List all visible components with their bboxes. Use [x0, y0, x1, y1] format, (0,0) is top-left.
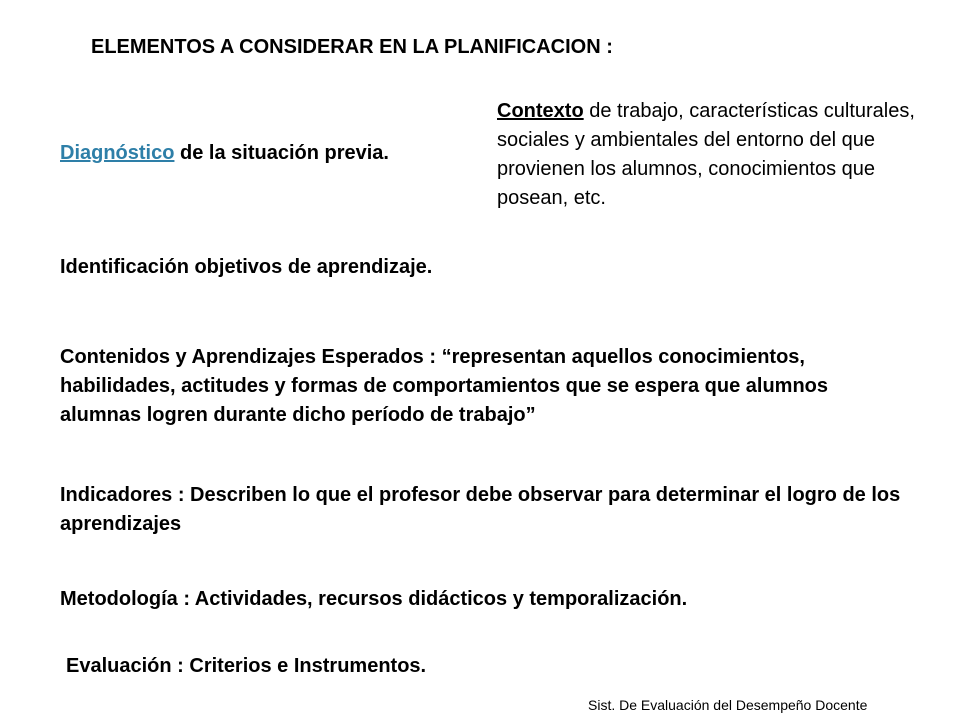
identificacion-item: Identificación objetivos de aprendizaje. — [60, 256, 433, 278]
contexto-text: de trabajo, características culturales, sociales y ambientales del entorno del que provienen los alumnos, conocimientos que posean, etc. — [497, 100, 915, 209]
slide-title: ELEMENTOS A CONSIDERAR EN LA PLANIFICACION : — [91, 36, 613, 58]
contexto-item — [497, 97, 927, 213]
diagnostico-link[interactable]: Diagnóstico — [60, 142, 175, 164]
diagnostico-item — [60, 139, 389, 168]
indicadores-item: Indicadores : Describen lo que el profesor debe observar para determinar el logro de los aprendizajes — [60, 484, 901, 535]
diagnostico-text: de la situación previa. — [174, 142, 389, 164]
evaluacion-item: Evaluación : Criterios e Instrumentos. — [66, 655, 427, 677]
contenidos-item: Contenidos y Aprendizajes Esperados : “representan aquellos conocimientos, habilidades, actitudes y formas de comportamientos que se espera que alumnos alumnas logren durante dicho período de trabajo” — [60, 346, 828, 426]
contexto-keyword: Contexto — [497, 100, 584, 122]
metodologia-item: Metodología : Actividades, recursos didácticos y temporalización. — [60, 588, 688, 610]
footer-text: Sist. De Evaluación del Desempeño Docente — [588, 697, 868, 713]
